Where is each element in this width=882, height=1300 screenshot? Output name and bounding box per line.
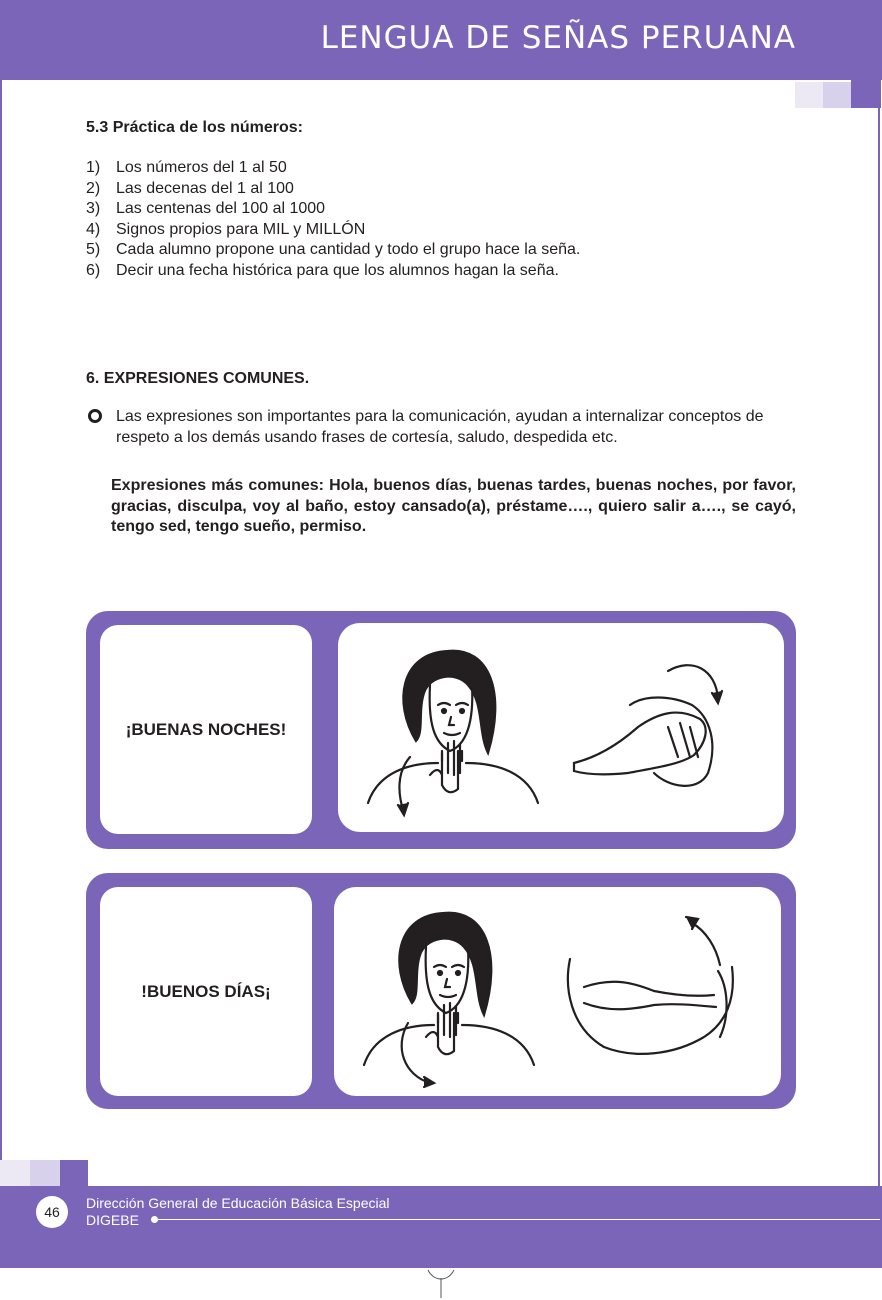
expressions-bullet-text: Las expresiones son importantes para la comunicación, ayudan a internalizar conceptos de respeto a los demás usando frases de cortesía, saludo, despedida etc. — [116, 408, 764, 446]
sign-label: !BUENOS DÍAS¡ — [141, 981, 271, 1001]
sign-card-buenos-dias — [86, 873, 796, 1109]
sign-label: ¡BUENAS NOCHES! — [125, 719, 287, 739]
list-item: 2) Las decenas del 1 al 100 — [86, 179, 294, 197]
footer-text — [86, 1195, 390, 1229]
footer-org: Dirección General de Educación Básica Especial — [86, 1195, 390, 1211]
sign-label-box — [100, 887, 312, 1096]
sign-illustration-buenas-noches — [338, 623, 784, 832]
list-item: 6) Decir una fecha histórica para que los alumnos hagan la seña. — [86, 261, 559, 279]
header-title: LENGUA DE SEÑAS PERUANA — [320, 20, 796, 56]
binding-mark-icon — [424, 1268, 458, 1300]
list-item: 5) Cada alumno propone una cantidad y todo el grupo hace la seña. — [86, 241, 581, 258]
sign-illustration-buenos-dias — [334, 887, 781, 1096]
numbers-practice-list — [86, 158, 580, 281]
sign-card-buenas-noches — [86, 611, 796, 849]
page-number: 46 — [36, 1196, 68, 1228]
bullet-icon — [88, 409, 102, 423]
common-expressions-text: Expresiones más comunes: Hola, buenos días, buenas tardes, buenas noches, por favor, gracias, disculpa, voy al baño, estoy cansado(a), préstame…., quiero salir a…., se cayó, tengo sed, tengo sueño, permiso. — [111, 477, 796, 535]
signing-woman-icon — [338, 623, 784, 832]
page-header — [0, 0, 882, 80]
list-item: 4) Signos propios para MIL y MILLÓN — [86, 220, 366, 238]
sign-label-box — [100, 625, 312, 834]
section-53-heading: 5.3 Práctica de los números: — [86, 119, 303, 136]
section-6-heading: 6. EXPRESIONES COMUNES. — [86, 370, 310, 387]
list-item: 3) Las centenas del 100 al 1000 — [86, 200, 326, 217]
list-item: 1) Los números del 1 al 50 — [86, 159, 287, 176]
signing-woman-icon — [334, 887, 781, 1096]
expressions-bullet — [86, 407, 798, 448]
footer-acronym: DIGEBE — [86, 1212, 139, 1228]
footer-divider — [152, 1219, 880, 1220]
